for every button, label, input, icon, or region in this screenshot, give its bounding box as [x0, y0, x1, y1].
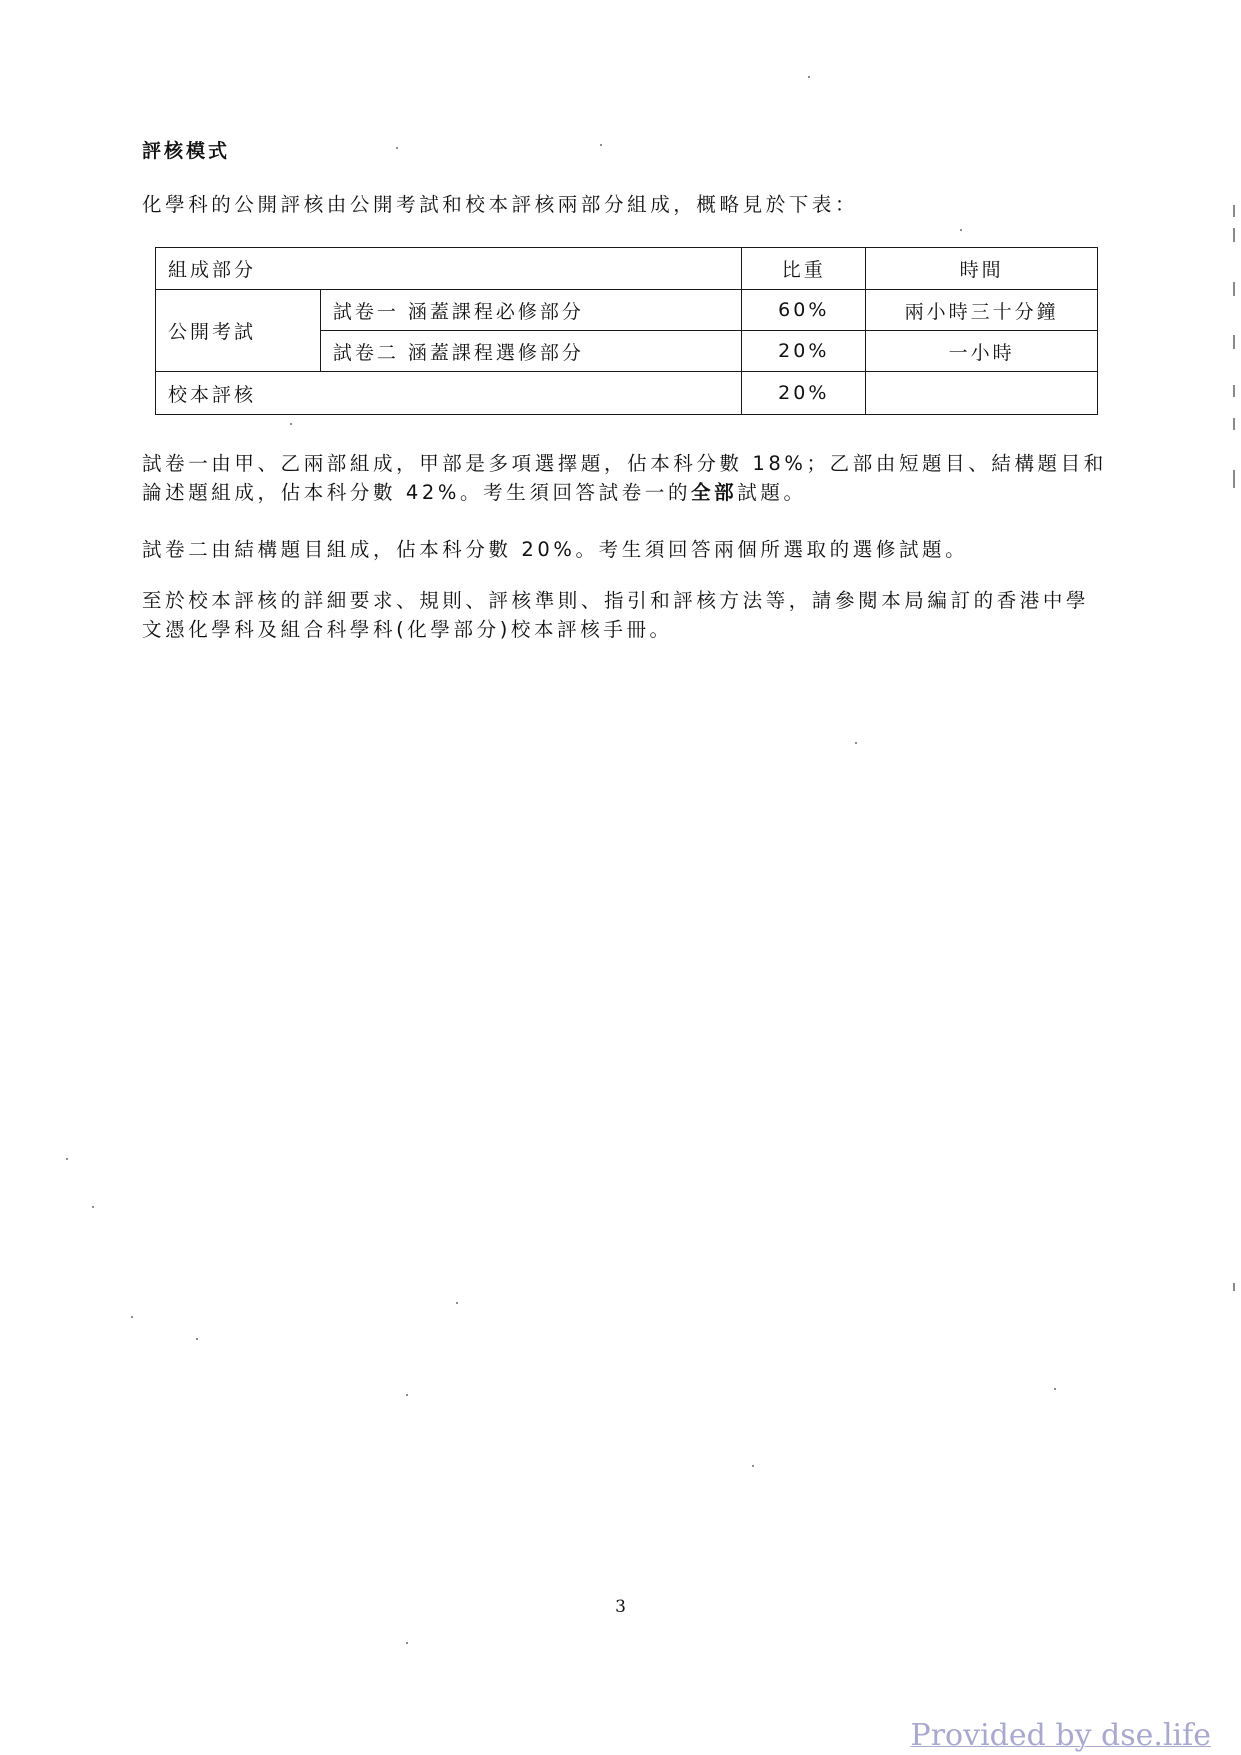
- scan-speck: [196, 1338, 198, 1340]
- table-row: [156, 372, 1098, 415]
- intro-paragraph: 化學科的公開評核由公開考試和校本評核兩部分組成，概略見於下表：: [142, 193, 859, 216]
- paper2-weighting: 20%: [742, 331, 866, 372]
- scan-edge-mark: [1233, 335, 1235, 349]
- sba-paragraph: 至於校本評核的詳細要求、規則、評核準則、指引和評核方法等，請參閱本局編訂的香港中學文憑化學科及組合科學科(化學部分)校本評核手冊。: [142, 589, 1090, 641]
- table-header-row: [156, 248, 1098, 290]
- scan-speck: [290, 423, 292, 425]
- scan-speck: [1054, 1388, 1056, 1390]
- paper2-name: 試卷二 涵蓋課程選修部分: [320, 331, 741, 372]
- sba-label: 校本評核: [156, 372, 742, 415]
- paper1-emphasis: 全部: [691, 481, 738, 504]
- scan-edge-mark: [1233, 385, 1235, 397]
- scan-speck: [600, 144, 602, 146]
- scan-edge-mark: [1233, 1283, 1235, 1291]
- paper2-duration: 一小時: [866, 331, 1098, 372]
- scan-speck: [456, 1302, 458, 1304]
- paper1-name: 試卷一 涵蓋課程必修部分: [320, 290, 741, 331]
- paper2-paragraph: 試卷二由結構題目組成，佔本科分數 20%。考生須回答兩個所選取的選修試題。: [142, 538, 969, 561]
- public-exam-label: 公開考試: [156, 290, 321, 372]
- table-row: [156, 290, 1098, 331]
- scan-speck: [396, 147, 398, 149]
- scan-speck: [131, 1316, 133, 1318]
- scan-speck: [406, 1642, 408, 1644]
- scan-speck: [66, 1158, 68, 1160]
- scan-speck: [960, 229, 962, 231]
- header-weighting: 比重: [742, 248, 866, 290]
- scan-speck: [92, 1206, 94, 1208]
- assessment-table: [155, 247, 1098, 415]
- scan-edge-mark: [1233, 418, 1235, 430]
- header-component: 組成部分: [156, 248, 742, 290]
- scan-speck: [808, 76, 810, 78]
- paper1-text-end: 試題。: [737, 481, 807, 504]
- scan-speck: [752, 1465, 754, 1467]
- section-heading: 評核模式: [142, 140, 231, 162]
- paper1-weighting: 60%: [742, 290, 866, 331]
- scan-speck: [406, 1394, 408, 1396]
- scan-edge-mark: [1233, 282, 1235, 296]
- paper1-duration: 兩小時三十分鐘: [866, 290, 1098, 331]
- paper1-paragraph: [142, 449, 1107, 507]
- header-duration: 時間: [866, 248, 1098, 290]
- sba-duration: [866, 372, 1098, 415]
- scan-edge-mark: [1233, 228, 1235, 242]
- scan-edge-mark: [1233, 470, 1235, 488]
- page-number: 3: [615, 1597, 626, 1617]
- paper1-text: 試卷一由甲、乙兩部組成，甲部是多項選擇題，佔本科分數 18%；乙部由短題目、結構題目和論述題組成，佔本科分數 42%。考生須回答試卷一的: [142, 452, 1107, 504]
- scan-edge-mark: [1233, 205, 1235, 217]
- watermark-link[interactable]: Provided by dse.life: [910, 1718, 1211, 1753]
- sba-weighting: 20%: [742, 372, 866, 415]
- scan-speck: [855, 742, 857, 744]
